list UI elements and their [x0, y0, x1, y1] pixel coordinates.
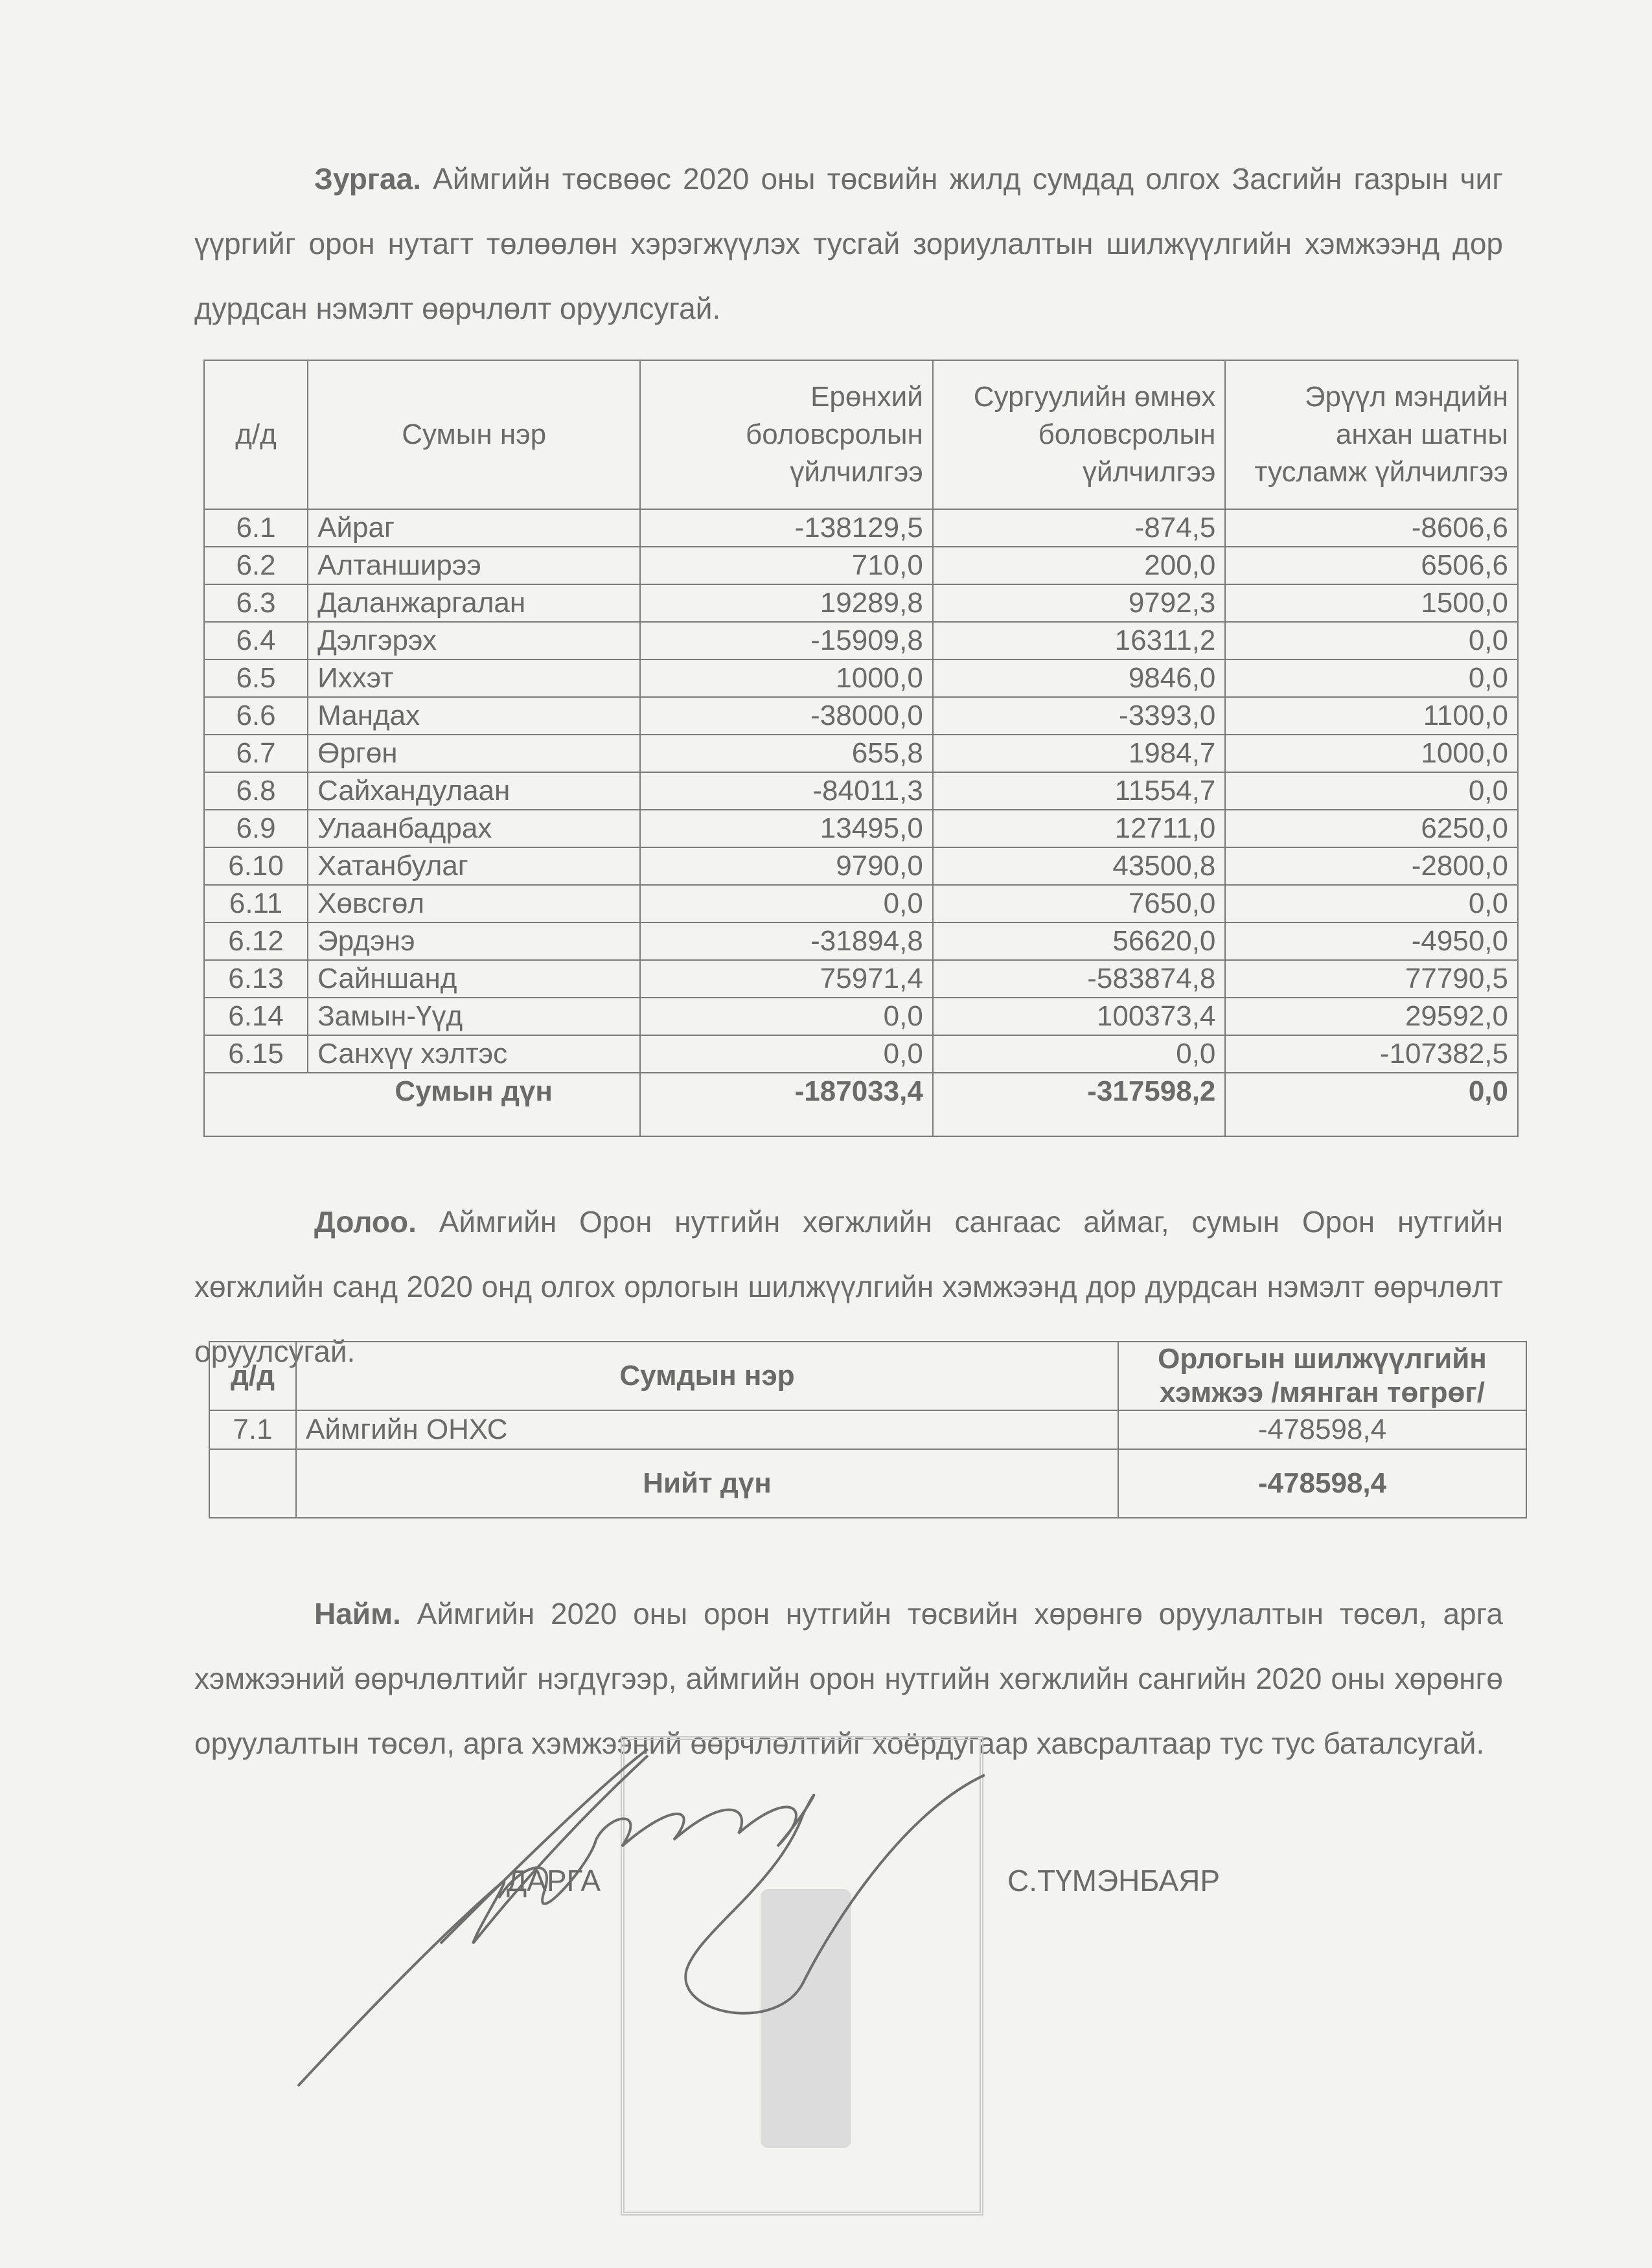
row-no: 6.4: [204, 622, 308, 659]
header-health: Эрүүл мэндийн анхан шатны тусламж үйлчилгээ: [1225, 360, 1518, 509]
row-preschool: 11554,7: [933, 772, 1226, 810]
row-health: 0,0: [1225, 622, 1518, 659]
row-preschool: -583874,8: [933, 960, 1226, 998]
row-general-edu: -138129,5: [640, 509, 933, 547]
row-health: 77790,5: [1225, 960, 1518, 998]
row-no: 6.6: [204, 697, 308, 735]
row-general-edu: 19289,8: [640, 584, 933, 622]
table-header-row: [209, 1342, 1526, 1410]
row-no: 6.12: [204, 922, 308, 960]
row-health: 0,0: [1225, 659, 1518, 697]
row-health: -4950,0: [1225, 922, 1518, 960]
header-name: Сумын нэр: [308, 360, 640, 509]
row-no: 6.1: [204, 509, 308, 547]
row-preschool: 56620,0: [933, 922, 1226, 960]
row-general-edu: 710,0: [640, 547, 933, 584]
table-total-row: [204, 1073, 1518, 1136]
section-8-lead: Найм.: [314, 1597, 401, 1631]
row-preschool: 0,0: [933, 1035, 1226, 1073]
row-name: Өргөн: [308, 735, 640, 772]
row-name: Даланжаргалан: [308, 584, 640, 622]
total-value: -478598,4: [1118, 1449, 1526, 1518]
section-7-lead: Долоо.: [314, 1205, 417, 1239]
row-health: -8606,6: [1225, 509, 1518, 547]
row-preschool: 200,0: [933, 547, 1226, 584]
row-name: Алтанширээ: [308, 547, 640, 584]
row-name: Хатанбулаг: [308, 847, 640, 885]
row-no: 6.3: [204, 584, 308, 622]
table-row: [204, 922, 1518, 960]
row-health: 6250,0: [1225, 810, 1518, 847]
row-name: Эрдэнэ: [308, 922, 640, 960]
row-health: 6506,6: [1225, 547, 1518, 584]
table-row: [204, 1035, 1518, 1073]
row-health: 1500,0: [1225, 584, 1518, 622]
table-row: [204, 998, 1518, 1035]
signatory-name: С.ТҮМЭНБАЯР: [1007, 1864, 1221, 1897]
row-no: 6.11: [204, 885, 308, 922]
table-row: [204, 960, 1518, 998]
row-preschool: 9792,3: [933, 584, 1226, 622]
signature-icon: [285, 1736, 1322, 2099]
section-6-paragraph: [194, 146, 1503, 341]
row-general-edu: 655,8: [640, 735, 933, 772]
table-row: [204, 697, 1518, 735]
row-general-edu: -38000,0: [640, 697, 933, 735]
row-preschool: 1984,7: [933, 735, 1226, 772]
row-health: 0,0: [1225, 885, 1518, 922]
row-name: Мандах: [308, 697, 640, 735]
row-name: Айраг: [308, 509, 640, 547]
row-preschool: 16311,2: [933, 622, 1226, 659]
total-label: Сумын дүн: [308, 1073, 640, 1136]
row-general-edu: 0,0: [640, 1035, 933, 1073]
row-health: 0,0: [1225, 772, 1518, 810]
row-general-edu: 0,0: [640, 998, 933, 1035]
row-preschool: 7650,0: [933, 885, 1226, 922]
row-preschool: -3393,0: [933, 697, 1226, 735]
table-row: [204, 847, 1518, 885]
table-row: [204, 584, 1518, 622]
table-row: [204, 885, 1518, 922]
table-row: [204, 735, 1518, 772]
row-general-edu: 13495,0: [640, 810, 933, 847]
row-value: -478598,4: [1118, 1410, 1526, 1449]
table-row: [204, 509, 1518, 547]
row-name: Иххэт: [308, 659, 640, 697]
table-total-row: [209, 1449, 1526, 1518]
row-health: 1100,0: [1225, 697, 1518, 735]
row-name: Хөвсгөл: [308, 885, 640, 922]
row-health: -107382,5: [1225, 1035, 1518, 1073]
header-name: Сумдын нэр: [296, 1342, 1118, 1410]
header-general-edu: Ерөнхий боловсролын үйлчилгээ: [640, 360, 933, 509]
sum-transfer-table: [203, 360, 1519, 1137]
row-name: Замын-Үүд: [308, 998, 640, 1035]
row-health: -2800,0: [1225, 847, 1518, 885]
header-no: д/д: [204, 360, 308, 509]
header-value: Орлогын шилжүүлгийн хэмжээ /мянган төгрөг/: [1118, 1342, 1526, 1410]
table-row: [204, 772, 1518, 810]
section-7-text: Аймгийн Орон нутгийн хөгжлийн сангаас аймаг, сумын Орон нутгийн хөгжлийн санд 2020 онд олгох орлогын шилжүүлгийн хэмжээнд дор дурдсан нэмэлт өөрчлөлт оруулсугай.: [194, 1205, 1504, 1368]
fund-transfer-table: [209, 1341, 1527, 1518]
row-general-edu: -31894,8: [640, 922, 933, 960]
row-no: 6.5: [204, 659, 308, 697]
row-general-edu: 1000,0: [640, 659, 933, 697]
row-general-edu: 9790,0: [640, 847, 933, 885]
table-row: [204, 659, 1518, 697]
row-preschool: -874,5: [933, 509, 1226, 547]
row-name: Сайншанд: [308, 960, 640, 998]
row-general-edu: 0,0: [640, 885, 933, 922]
row-no: 6.10: [204, 847, 308, 885]
row-general-edu: -15909,8: [640, 622, 933, 659]
total-general-edu: -187033,4: [640, 1073, 933, 1136]
row-name: Сайхандулаан: [308, 772, 640, 810]
table-header-row: [204, 360, 1518, 509]
row-general-edu: 75971,4: [640, 960, 933, 998]
row-name: Дэлгэрэх: [308, 622, 640, 659]
row-general-edu: -84011,3: [640, 772, 933, 810]
total-preschool: -317598,2: [933, 1073, 1226, 1136]
total-label: Нийт дүн: [296, 1449, 1118, 1518]
section-6-lead: Зургаа.: [314, 162, 421, 196]
row-name: Санхүү хэлтэс: [308, 1035, 640, 1073]
row-preschool: 43500,8: [933, 847, 1226, 885]
row-no: 6.2: [204, 547, 308, 584]
row-name: Улаанбадрах: [308, 810, 640, 847]
row-preschool: 12711,0: [933, 810, 1226, 847]
row-no: 6.15: [204, 1035, 308, 1073]
table-row: [204, 547, 1518, 584]
table-row: [204, 810, 1518, 847]
row-health: 29592,0: [1225, 998, 1518, 1035]
row-preschool: 9846,0: [933, 659, 1226, 697]
header-preschool: Сургуулийн өмнөх боловсролын үйлчилгээ: [933, 360, 1226, 509]
section-8-text: Аймгийн 2020 оны орон нутгийн төсвийн хөрөнгө оруулалтын төсөл, арга хэмжээний өөрчлөлтийг нэгдүгээр, аймгийн орон нутгийн хөгжлийн сангийн 2020 оны хөрөнгө оруулалтын төсөл, арга хэмжээний өөрчлөлтийг хоёрдугаар хавсралтаар тус тус баталсугай.: [194, 1597, 1503, 1760]
table-row: [204, 622, 1518, 659]
row-no: 6.14: [204, 998, 308, 1035]
row-no: 6.9: [204, 810, 308, 847]
total-health: 0,0: [1225, 1073, 1518, 1136]
section-6-text: Аймгийн төсвөөс 2020 оны төсвийн жилд сумдад олгох Засгийн газрын чиг үүргийг орон нутагт төлөөлөн хэрэгжүүлэх тусгай зориулалтын шилжүүлгийн хэмжээнд дор дурдсан нэмэлт өөрчлөлт оруулсугай.: [194, 162, 1503, 325]
row-no: 6.8: [204, 772, 308, 810]
row-no: 6.7: [204, 735, 308, 772]
table-row: [209, 1410, 1526, 1449]
row-name: Аймгийн ОНХС: [296, 1410, 1118, 1449]
row-no: 7.1: [209, 1410, 296, 1449]
header-no: д/д: [209, 1342, 296, 1410]
row-health: 1000,0: [1225, 735, 1518, 772]
row-preschool: 100373,4: [933, 998, 1226, 1035]
signatory-title: ДАРГА: [507, 1864, 601, 1897]
row-no: 6.13: [204, 960, 308, 998]
